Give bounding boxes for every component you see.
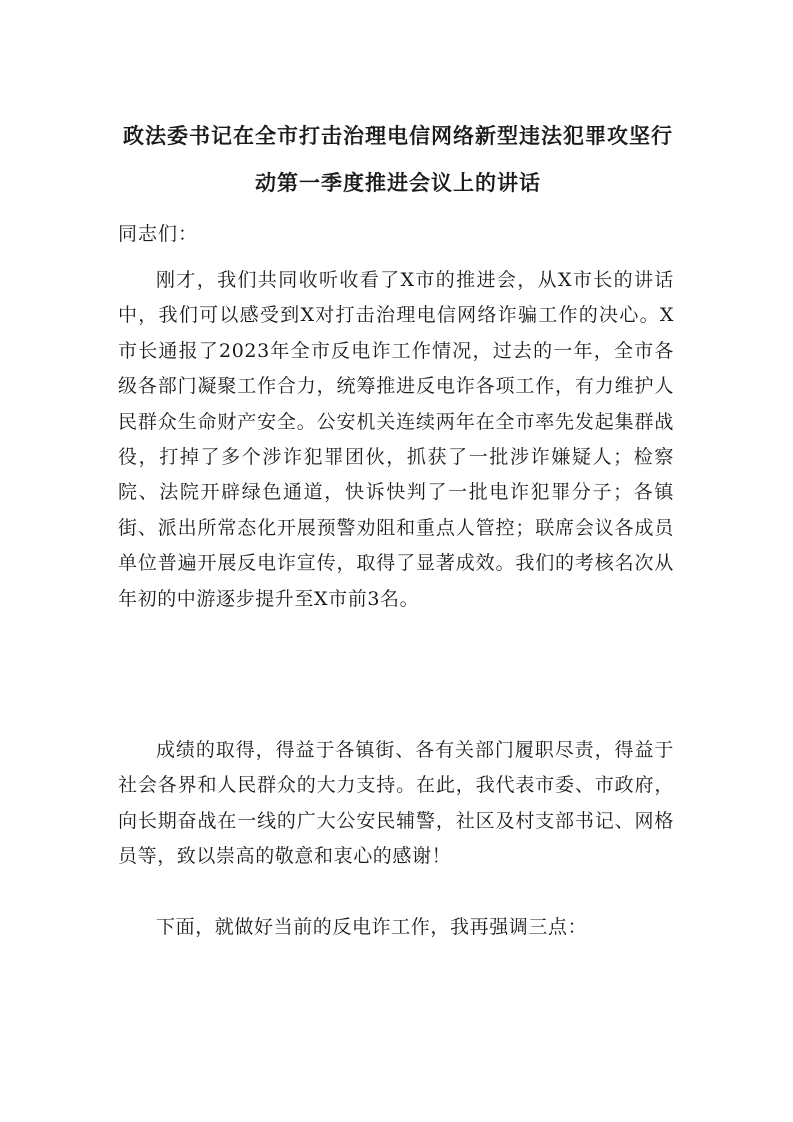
- salutation: 同志们：: [118, 223, 199, 245]
- paragraph-1: 刚才，我们共同收听收看了X市的推进会，从X市长的讲话中，我们可以感受到X对打击治理电信网络诈骗工作的决心。X市长通报了2023年全市反电诈工作情况，过去的一年，全市各级各部门凝聚工作合力，统筹推进反电诈各项工作，有力维护人民群众生命财产安全。公安机关连续两年在全市率先发起集群战役，打掉了多个涉诈犯罪团伙，抓获了一批涉诈嫌疑人；检察院、法院开辟绿色通道，快诉快判了一批电诈犯罪分子；各镇街、派出所常态化开展预警劝阻和重点人管控；联席会议各成员单位普遍开展反电诈宣传，取得了显著成效。我们的考核名次从年初的中游逐步提升至X市前3名。: [118, 269, 674, 610]
- document-title-line-2: 动第一季度推进会议上的讲话: [255, 171, 541, 195]
- paragraph-2: 成绩的取得，得益于各镇街、各有关部门履职尽责，得益于社会各界和人民群众的大力支持。在此，我代表市委、市政府，向长期奋战在一线的广大公安民辅警，社区及村支部书记、网格员等，致以崇高的敬意和衷心的感谢！: [118, 739, 674, 868]
- paragraph-3: 下面，就做好当前的反电诈工作，我再强调三点：: [156, 916, 588, 938]
- document-title-line-1: 政法委书记在全市打击治理电信网络新型违法犯罪攻坚行: [123, 124, 673, 148]
